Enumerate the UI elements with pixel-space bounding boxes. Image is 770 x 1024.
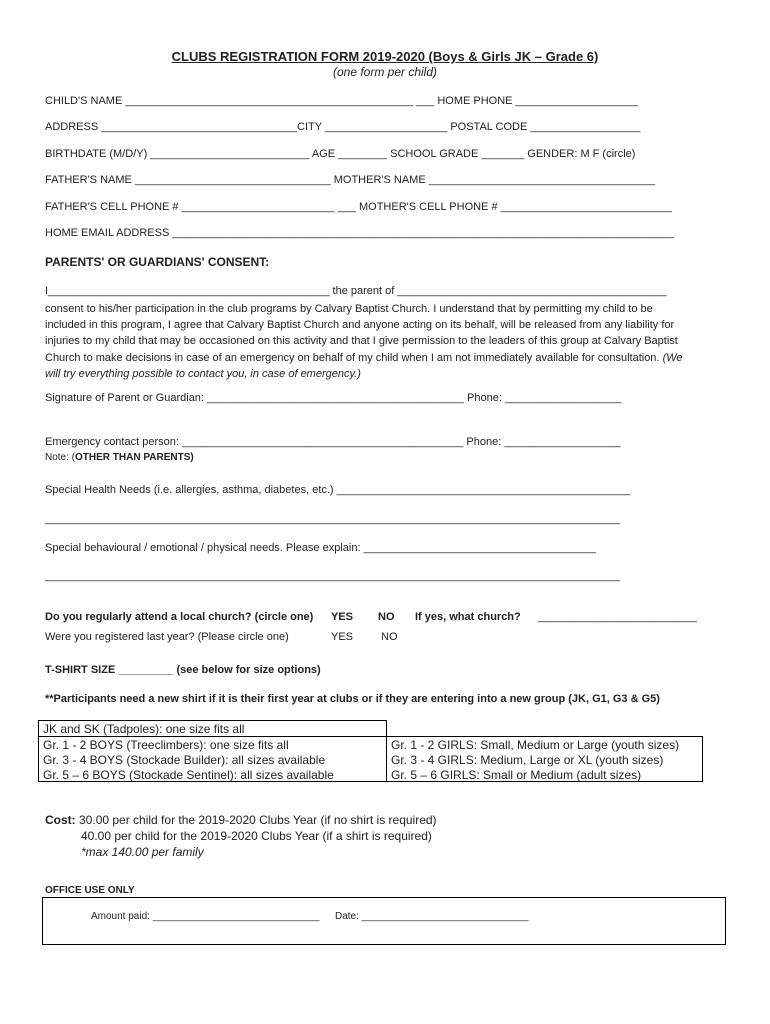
form-title: CLUBS REGISTRATION FORM 2019-2020 (Boys & Girls JK – Grade 6): [171, 49, 599, 64]
tshirt-note: **Participants need a new shirt if it is their first year at clubs or if they are entering into a new group (JK, G1, G3 & G5): [45, 693, 660, 705]
behavioural-needs-line2[interactable]: ______________________________________________________________________________________________: [45, 570, 621, 582]
emergency-note: Note: (OTHER THAN PARENTS): [45, 452, 194, 463]
office-date-field[interactable]: Date: ______________________________: [335, 911, 529, 922]
behavioural-needs-field[interactable]: Special behavioural / emotional / physical needs. Please explain: ______________________________________: [45, 542, 597, 554]
amount-paid-field[interactable]: Amount paid: ______________________________: [91, 911, 320, 922]
boys-size-row: Gr. 3 - 4 BOYS (Stockade Builder): all sizes available: [43, 753, 326, 767]
cost-section: [45, 812, 437, 860]
office-use-box: [42, 897, 726, 945]
cost-max-family: *max 140.00 per family: [81, 845, 204, 859]
health-needs-field[interactable]: Special Health Needs (i.e. allergies, asthma, diabetes, etc.) ________________________________________________: [45, 484, 631, 496]
registered-question: Were you registered last year? (Please circle one): [45, 631, 289, 643]
church-question: Do you regularly attend a local church? (circle one): [45, 611, 314, 623]
girls-size-row: Gr. 1 - 2 GIRLS: Small, Medium or Large (youth sizes): [391, 738, 680, 752]
home-email-field[interactable]: HOME EMAIL ADDRESS __________________________________________________________________________________: [45, 227, 674, 239]
child-name-field[interactable]: CHILD'S NAME _______________________________________________ ___ HOME PHONE ____________________: [45, 95, 638, 107]
health-needs-line2[interactable]: ______________________________________________________________________________________________: [45, 513, 621, 525]
boys-size-row: Gr. 5 – 6 BOYS (Stockade Sentinel): all sizes available: [43, 768, 334, 782]
girls-size-row: Gr. 5 – 6 GIRLS: Small or Medium (adult sizes): [391, 768, 642, 782]
church-no-option[interactable]: NO: [378, 611, 395, 623]
cost-line-no-shirt: 30.00 per child for the 2019-2020 Clubs Year (if no shirt is required): [75, 813, 437, 827]
sizes-table-girls-cell: [386, 736, 703, 782]
cost-line-shirt: 40.00 per child for the 2019-2020 Clubs Year (if a shirt is required): [81, 829, 432, 843]
sizes-table-top-cell: JK and SK (Tadpoles): one size fits all: [38, 720, 387, 737]
consent-heading: PARENTS' OR GUARDIANS' CONSENT:: [45, 255, 270, 269]
girls-size-row: Gr. 3 - 4 GIRLS: Medium, Large or XL (youth sizes): [391, 753, 664, 767]
address-field[interactable]: ADDRESS ________________________________CITY ____________________ POSTAL CODE __________________: [45, 121, 641, 133]
birthdate-field[interactable]: BIRTHDATE (M/D/Y) __________________________ AGE ________ SCHOOL GRADE _______ GENDER: M F (circle): [45, 148, 636, 160]
consent-body-italic: (We will try everything possible to contact you, in case of emergency.): [45, 351, 683, 380]
sizes-table-boys-cell: [38, 736, 387, 782]
which-church-label: If yes, what church?: [415, 611, 521, 623]
cost-label: Cost:: [45, 813, 76, 827]
signature-field[interactable]: Signature of Parent or Guardian: __________________________________________ Phone: ___________________: [45, 392, 622, 404]
emergency-contact-field[interactable]: Emergency contact person: ______________________________________________ Phone: ___________________: [45, 436, 621, 448]
church-yes-option[interactable]: YES: [331, 611, 354, 623]
parents-name-field[interactable]: FATHER'S NAME ________________________________ MOTHER'S NAME _____________________________________: [45, 174, 656, 186]
cell-phone-field[interactable]: FATHER'S CELL PHONE # _________________________ ___ MOTHER'S CELL PHONE # ____________________________: [45, 201, 672, 213]
form-subtitle: (one form per child): [332, 65, 438, 79]
consent-parent-line[interactable]: I______________________________________________ the parent of ____________________________________________: [45, 285, 667, 297]
boys-size-row: Gr. 1 - 2 BOYS (Treeclimbers): one size fits all: [43, 738, 289, 752]
consent-paragraph: [45, 301, 695, 382]
registered-no-option[interactable]: NO: [381, 631, 398, 643]
shirt-sizes-table: [38, 720, 703, 782]
consent-body: consent to his/her participation in the club programs by Calvary Baptist Church. I understand that by permitting my child to be included in this program, I agree that Calvary Baptist Church and anyone acting on its behalf, will be released from any liability for injuries to my child that may be occasioned on this activity and that I give permission to the leaders of this group at Calvary Baptist Church to make decisions in case of an emergency on behalf of my child when I am not immediately available for consultation.: [45, 303, 678, 364]
registered-yes-option[interactable]: YES: [331, 631, 354, 643]
office-use-heading: OFFICE USE ONLY: [45, 885, 135, 896]
which-church-field[interactable]: __________________________: [538, 611, 698, 623]
tshirt-size-field[interactable]: T-SHIRT SIZE _________ (see below for size options): [45, 664, 321, 676]
